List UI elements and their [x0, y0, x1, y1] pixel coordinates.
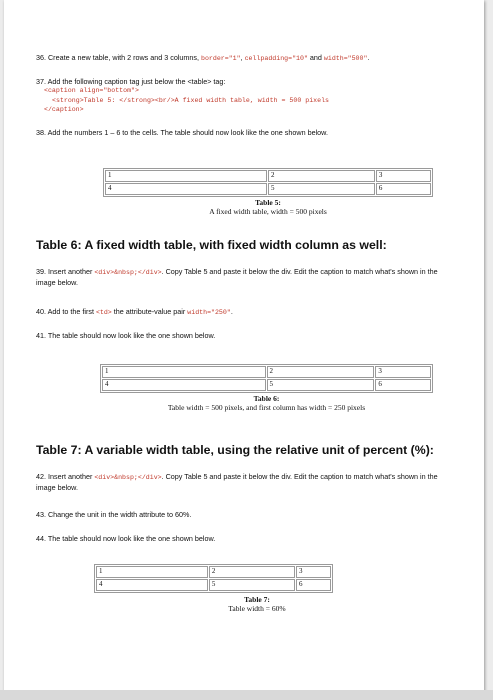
caption-text: Table width = 500 pixels, and first column has width = 250 pixels: [167, 403, 366, 412]
code-line: <strong>Table 5: </strong><br/>A fixed width table, width = 500 pixels: [52, 96, 329, 104]
caption-title: Table 7:: [244, 595, 270, 604]
step-40-code-td: <td>: [95, 309, 112, 316]
step-37-code-block: [44, 86, 329, 115]
step-39-text: . Copy Table 5 and paste it below the div. Edit the caption to match what's shown in the image below.: [36, 267, 438, 287]
page-bottom-edge: [0, 690, 493, 700]
table-cell: 6: [296, 579, 331, 591]
table-cell: 5: [209, 579, 295, 591]
table-6: [100, 364, 433, 393]
table-cell: 3: [375, 366, 431, 378]
table-cell: 3: [296, 566, 331, 578]
step-43: 43. Change the unit in the width attribute to 60%.: [36, 510, 192, 519]
table-cell: 6: [375, 379, 431, 391]
step-40-end: .: [230, 307, 233, 316]
code-line: </caption>: [44, 106, 84, 113]
step-40-code-width: width="250": [187, 309, 231, 316]
table-row: [102, 366, 431, 378]
table-cell: 5: [267, 379, 375, 391]
step-39-text: 39. Insert another: [36, 267, 95, 276]
section-heading-table-6: Table 6: A fixed width table, with fixed width column as well:: [36, 238, 387, 252]
table-row: [96, 579, 331, 591]
step-40-text: the attribute-value pair: [111, 307, 188, 316]
step-42-text: . Copy Table 5 and paste it below the div. Edit the caption to match what's shown in the image below.: [36, 472, 438, 492]
step-36-code-cellpadding: cellpadding="10": [244, 55, 308, 62]
step-36-end: .: [367, 53, 370, 62]
table-7: [94, 564, 333, 593]
table-row: [96, 566, 331, 578]
table-7-caption: [94, 595, 420, 613]
table-cell: 2: [267, 366, 375, 378]
caption-text: A fixed width table, width = 500 pixels: [209, 207, 327, 216]
code-line: <caption align="bottom">: [44, 87, 139, 94]
section-heading-table-7: Table 7: A variable width table, using the relative unit of percent (%):: [36, 443, 434, 457]
document-page: [4, 0, 484, 696]
step-36-sep: and: [307, 53, 324, 62]
table-cell: 3: [376, 170, 431, 182]
step-39: [36, 267, 446, 288]
table-6-caption: [100, 394, 433, 412]
table-cell: 4: [105, 183, 267, 195]
caption-title: Table 5:: [255, 198, 281, 207]
table-row: [105, 183, 431, 195]
table-cell: 6: [376, 183, 431, 195]
step-44: 44. The table should now look like the one shown below.: [36, 534, 216, 543]
step-40-text: 40. Add to the first: [36, 307, 96, 316]
step-36-text: 36. Create a new table, with 2 rows and 3 columns,: [36, 53, 202, 62]
table-cell: 4: [102, 379, 266, 391]
step-36-code-border: border="1": [201, 55, 241, 62]
table-5-caption: [103, 198, 433, 216]
step-41: 41. The table should now look like the one shown below.: [36, 331, 216, 340]
step-36-code-width: width="500": [323, 55, 368, 62]
caption-title: Table 6:: [253, 394, 280, 403]
step-36: [36, 53, 369, 64]
step-40: [36, 307, 233, 318]
table-5: [103, 168, 433, 197]
step-42: [36, 472, 446, 493]
table-row: [105, 170, 431, 182]
step-42-code: <div>&nbsp;</div>: [94, 474, 162, 481]
table-row: [102, 379, 431, 391]
step-38: 38. Add the numbers 1 – 6 to the cells. The table should now look like the one shown below.: [36, 128, 328, 137]
table-cell: 1: [96, 566, 208, 578]
table-cell: 2: [209, 566, 295, 578]
table-cell: 5: [268, 183, 375, 195]
caption-text: Table width = 60%: [228, 604, 286, 613]
table-cell: 2: [268, 170, 375, 182]
table-cell: 1: [102, 366, 266, 378]
step-42-text: 42. Insert another: [36, 472, 95, 481]
step-36-sep: ,: [240, 53, 245, 62]
step-39-code: <div>&nbsp;</div>: [94, 269, 162, 276]
step-37-text: 37. Add the following caption tag just below the <table> tag:: [36, 77, 226, 86]
table-cell: 4: [96, 579, 208, 591]
table-cell: 1: [105, 170, 267, 182]
